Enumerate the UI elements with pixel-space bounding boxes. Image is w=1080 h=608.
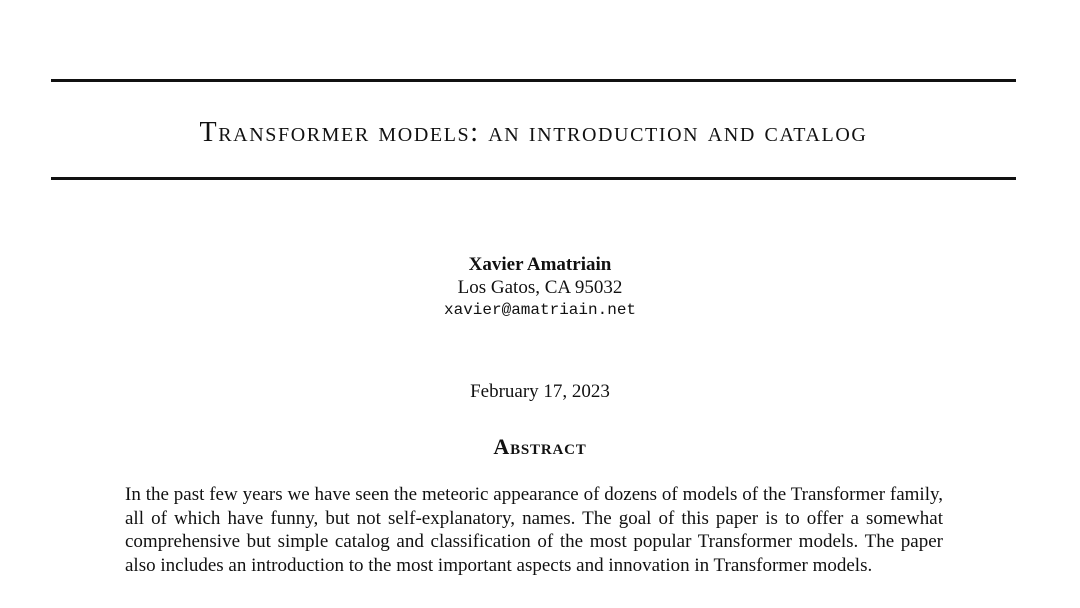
paper-title: Transformer models: an introduction and catalog (199, 117, 868, 148)
abstract-text: In the past few years we have seen the meteoric appearance of dozens of models of the Transformer family, all of which have funny, but not self-explanatory, names. The goal of this paper is to offer a somewhat comprehensive but simple catalog and classification of the most popular Transformer models. The paper also includes an introduction to the most important aspects and innovation in Transformer models. (125, 484, 943, 576)
paper-date: February 17, 2023 (470, 381, 610, 402)
title-bottom-rule (51, 177, 1016, 180)
abstract-heading: Abstract (493, 434, 587, 459)
author-block (0, 253, 1080, 321)
author-name: Xavier Amatriain (468, 254, 612, 275)
author-email: xavier@amatriain.net (443, 301, 637, 319)
title-top-rule (51, 79, 1016, 82)
author-location: Los Gatos, CA 95032 (457, 277, 623, 298)
